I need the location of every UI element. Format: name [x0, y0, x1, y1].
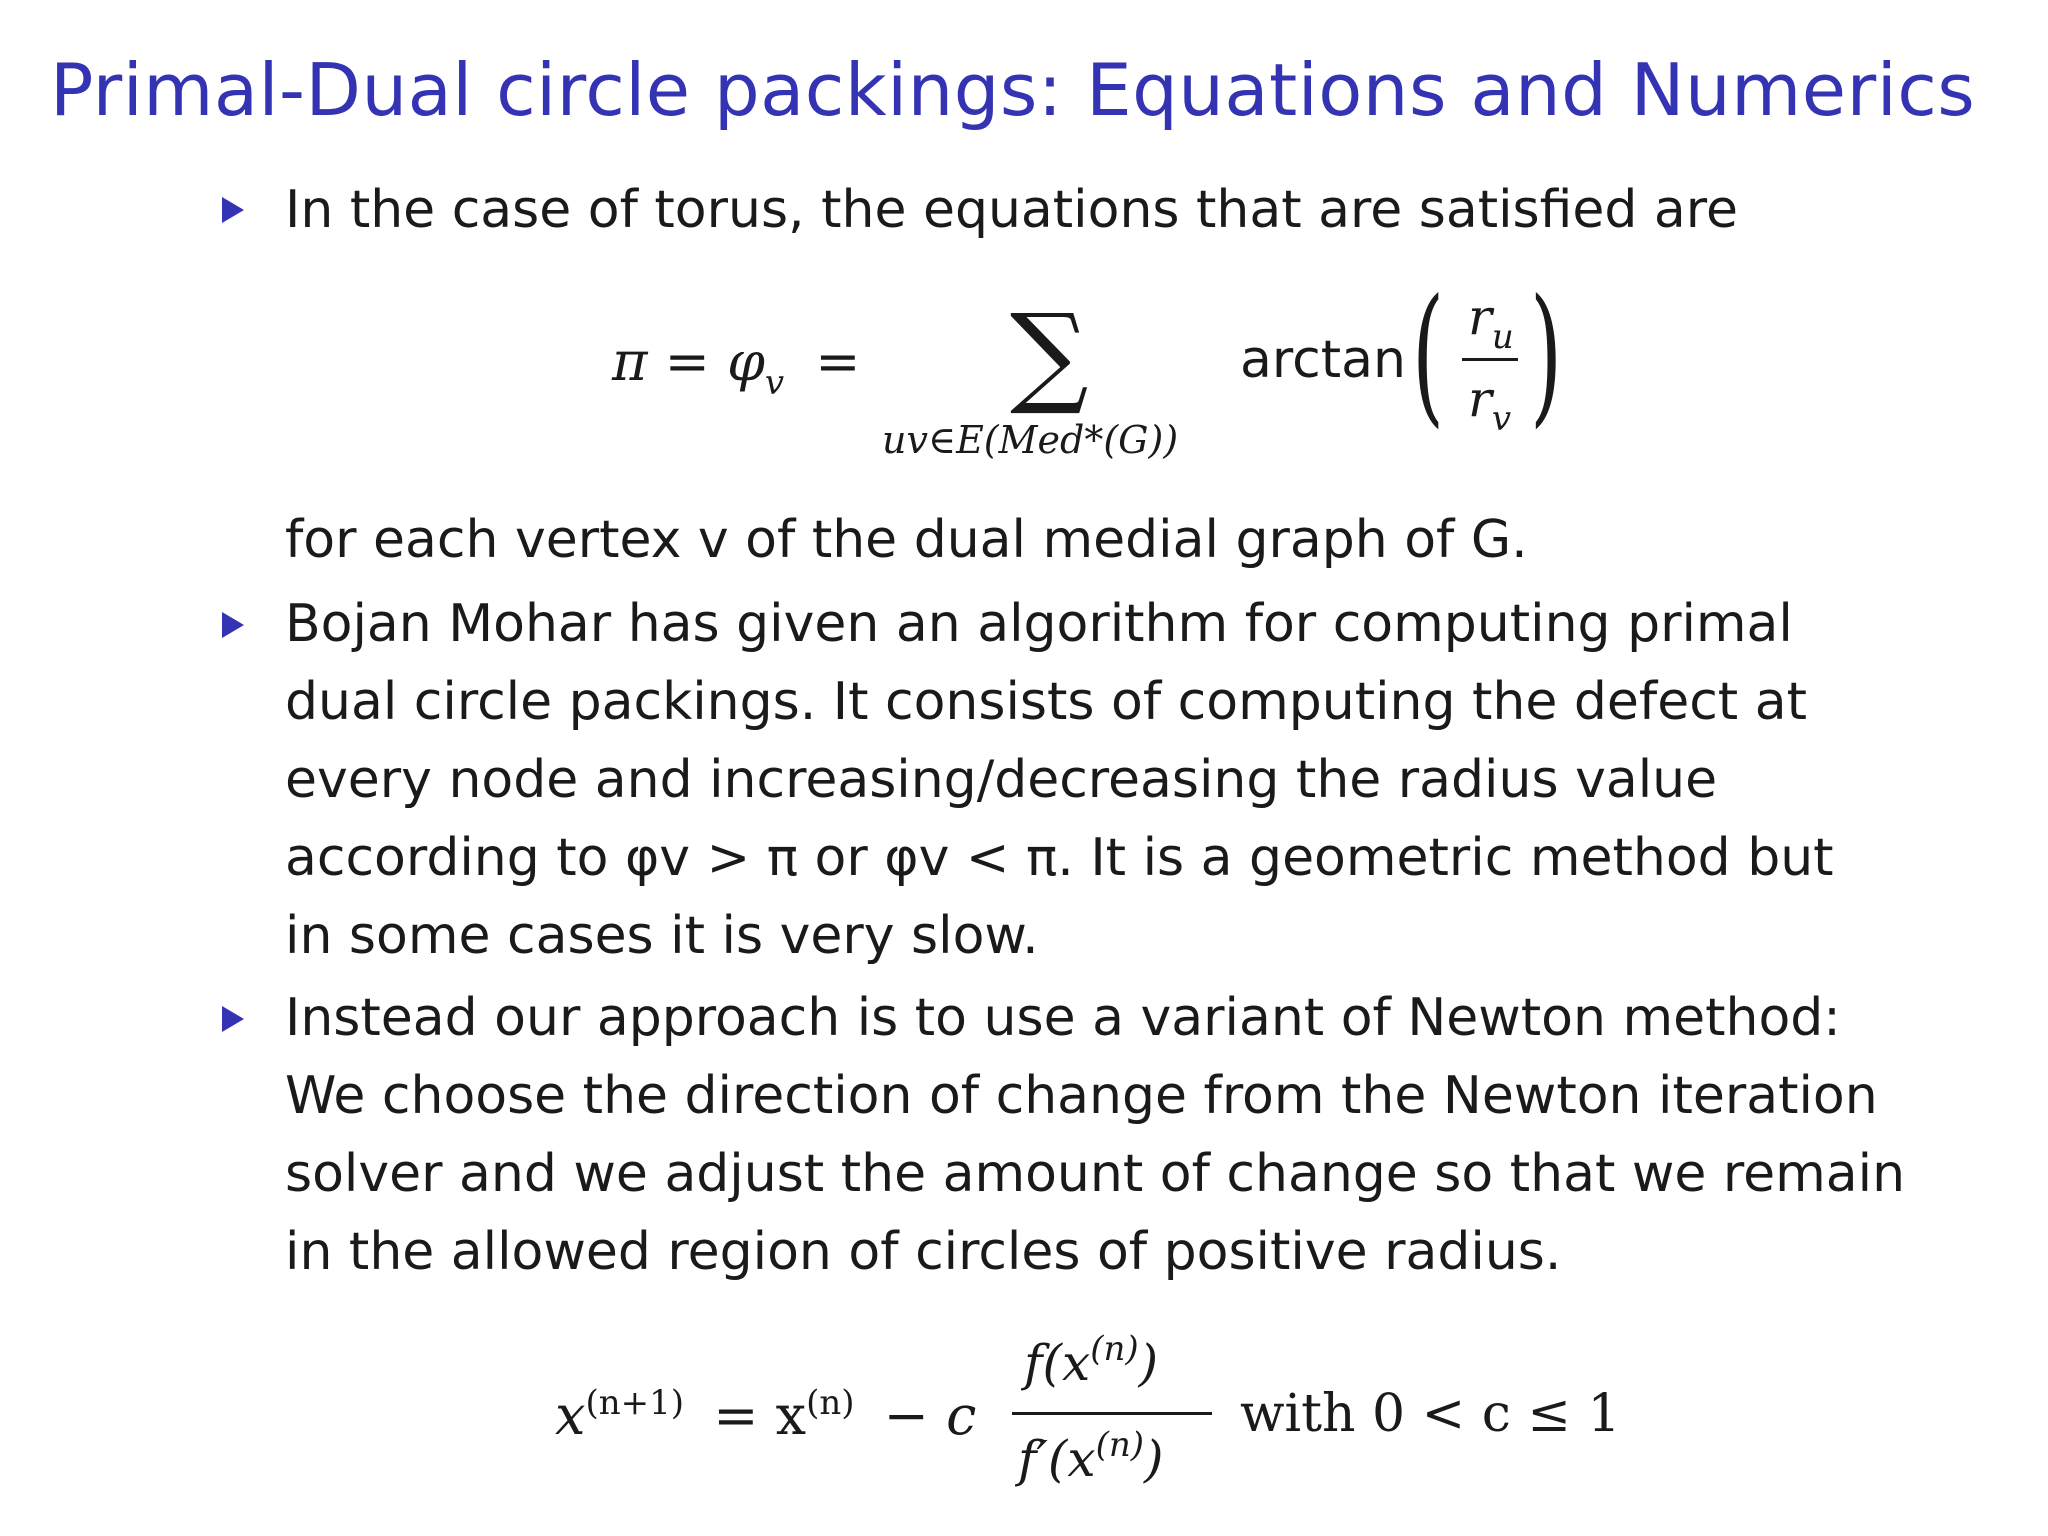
frac-denominator: $r_v$ — [1468, 370, 1512, 439]
bullet-3-line-2: We choose the direction of change from the Newton iteration — [285, 1066, 1878, 1126]
left-paren: ( — [1412, 268, 1445, 442]
eq1-lhs: $\pi = \varphi_v$ = — [612, 330, 861, 403]
sum-index: uv∈E(Med*(G)) — [882, 418, 1179, 462]
fraction-bar — [1012, 1412, 1212, 1415]
sum-symbol: ∑ — [1010, 290, 1089, 418]
eq2-condition: with 0 < c ≤ 1 — [1240, 1384, 1621, 1444]
bullet-2-line-2: dual circle packings. It consists of computing the defect at — [285, 672, 1807, 732]
bullet-1-continuation: for each vertex v of the dual medial graph of G. — [285, 510, 1528, 570]
bullet-3-line-1: Instead our approach is to use a variant of Newton method: — [285, 988, 1841, 1048]
bullet-2-line-5: in some cases it is very slow. — [285, 906, 1039, 966]
bullet-marker — [222, 197, 264, 223]
bullet-2-line-1: Bojan Mohar has given an algorithm for computing primal — [285, 594, 1793, 654]
right-paren: ) — [1530, 268, 1563, 442]
bullet-2-line-3: every node and increasing/decreasing the radius value — [285, 750, 1718, 810]
bullet-1-text: In the case of torus, the equations that are satisfied are — [285, 180, 1739, 240]
slide-title: Primal-Dual circle packings: Equations and Numerics — [50, 48, 1976, 132]
eq2-denominator: $f'(x^{(n)})$ — [1018, 1425, 1164, 1488]
fraction-bar — [1462, 358, 1518, 361]
bullet-marker — [222, 1006, 264, 1032]
eq2-numerator: $f(x^{(n)})$ — [1024, 1329, 1159, 1392]
arctan-label: arctan — [1240, 330, 1406, 390]
bullet-marker — [222, 612, 264, 638]
frac-numerator: $r_u$ — [1468, 288, 1514, 357]
bullet-3-line-4: in the allowed region of circles of positive radius. — [285, 1222, 1562, 1282]
bullet-3-line-3: solver and we adjust the amount of change so that we remain — [285, 1144, 1906, 1204]
bullet-2-line-4: according to φv > π or φv < π. It is a geometric method but — [285, 828, 1834, 888]
eq2-lhs: $x^{(n+1)} = x^{(n)} - c$ — [555, 1383, 977, 1447]
